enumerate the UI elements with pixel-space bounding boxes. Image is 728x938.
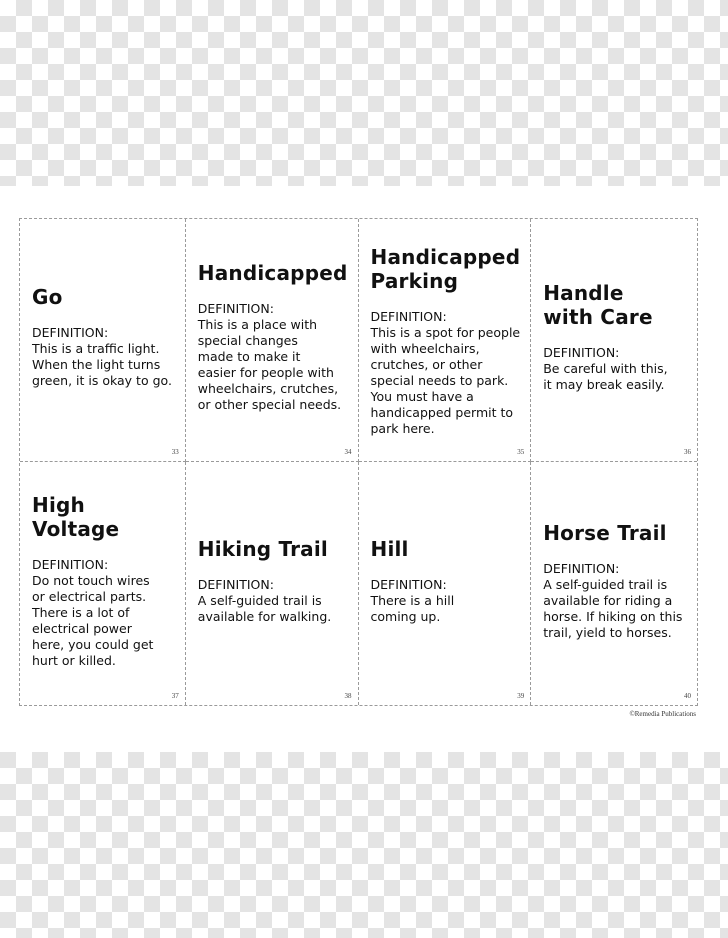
card-definition-label: DEFINITION:	[370, 309, 447, 324]
card-definition-label: DEFINITION:	[32, 556, 109, 572]
card-term: Go	[32, 285, 63, 309]
card-handle-with-care	[531, 219, 697, 462]
card-hiking-trail	[186, 462, 359, 705]
card-definition: A self-guided trail is available for riding a horse. If hiking on this trail, yield to horses.	[543, 576, 683, 640]
card-grid	[19, 218, 698, 706]
card-handicapped	[186, 219, 359, 462]
card-number: 33	[171, 448, 179, 456]
card-number: 38	[344, 692, 352, 700]
card-term: Handicapped	[197, 261, 348, 285]
flashcard-sheet	[0, 186, 728, 752]
card-hill	[359, 462, 532, 705]
card-go	[20, 219, 186, 462]
card-term: High Voltage	[32, 492, 120, 541]
card-horse-trail	[531, 462, 697, 705]
card-definition: This is a place with special changes made to make it easier for people with wheelchairs, crutches, or other special needs.	[197, 317, 342, 412]
card-term: Hill	[370, 536, 409, 561]
card-number: 35	[517, 448, 525, 456]
card-definition: There is a hill coming up.	[370, 592, 455, 624]
copyright-notice: ©Remedia Publications	[629, 710, 696, 718]
card-definition-label: DEFINITION:	[543, 345, 620, 360]
card-definition: Do not touch wires or electrical parts. There is a lot of electrical power here, you could get hurt or killed.	[32, 572, 154, 668]
card-number: 34	[344, 448, 352, 456]
card-definition-label: DEFINITION:	[370, 576, 447, 592]
card-definition: This is a spot for people with wheelchairs, crutches, or other special needs to park. You must have a handicapped permit to park here.	[370, 325, 521, 436]
card-number: 39	[517, 692, 525, 700]
card-definition: Be careful with this, it may break easily.	[543, 361, 668, 392]
card-number: 37	[171, 692, 179, 700]
card-definition: This is a traffic light. When the light turns green, it is okay to go.	[32, 341, 172, 388]
card-handicapped-parking	[359, 219, 532, 462]
card-high-voltage	[20, 462, 186, 705]
card-definition-label: DEFINITION:	[543, 560, 620, 576]
card-number: 40	[684, 692, 691, 700]
card-definition: A self-guided trail is available for walking.	[197, 592, 332, 624]
card-term: Handicapped Parking	[370, 245, 521, 293]
card-definition-label: DEFINITION:	[197, 301, 274, 316]
card-definition-label: DEFINITION:	[197, 576, 274, 592]
card-term: Hiking Trail	[197, 536, 328, 561]
card-term: Horse Trail	[543, 520, 667, 545]
card-term: Handle with Care	[543, 281, 653, 329]
card-number: 36	[684, 448, 691, 456]
card-definition-label: DEFINITION:	[32, 325, 109, 340]
